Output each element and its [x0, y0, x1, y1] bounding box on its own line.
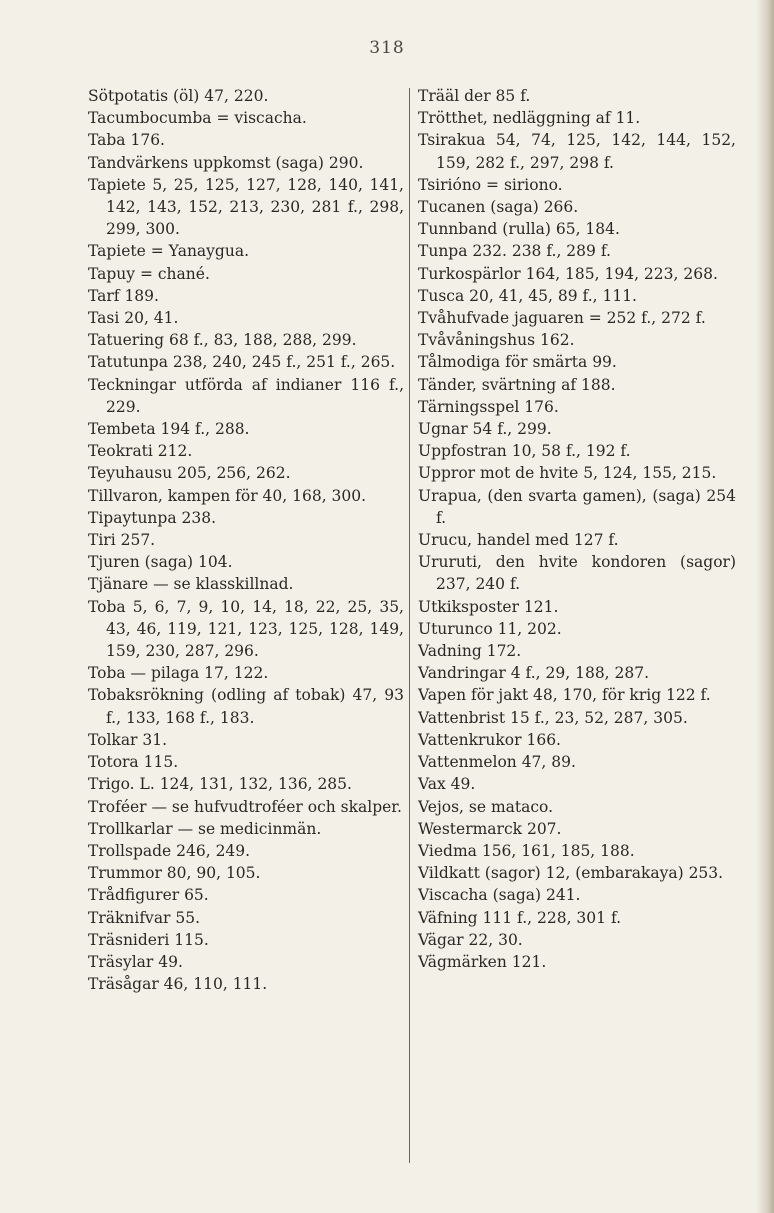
index-entry: Tatutunpa 238, 240, 245 f., 251 f., 265. [88, 353, 396, 372]
index-entry: Tapuy = chané. [88, 264, 210, 283]
index-entry: Vattenmelon 47, 89. [418, 753, 576, 772]
index-entry: Vattenbrist 15 f., 23, 52, 287, 305. [418, 708, 688, 727]
index-entry: Vax 49. [418, 775, 476, 794]
index-entry: Tapiete = Yanaygua. [88, 242, 249, 261]
index-entry: Vandringar 4 f., 29, 188, 287. [418, 664, 650, 683]
index-entry: Tunnband (rulla) 65, 184. [418, 220, 620, 239]
index-entry: Teokrati 212. [88, 442, 193, 461]
index-entry: Ugnar 54 f., 299. [418, 420, 552, 439]
index-entry: Träsågar 46, 110, 111. [88, 975, 268, 994]
index-entry: Tvåvåningshus 162. [418, 331, 575, 350]
index-entry: Uppfostran 10, 58 f., 192 f. [418, 442, 631, 461]
index-entry: Uturunco 11, 202. [418, 619, 562, 638]
index-entry: Totora 115. [88, 753, 179, 772]
index-entry: Tålmodiga för smärta 99. [418, 353, 617, 372]
index-entry: Sötpotatis (öl) 47, 220. [88, 87, 269, 105]
index-entry: Tänder, svärtning af 188. [418, 375, 616, 394]
index-entry: Trummor 80, 90, 105. [88, 864, 261, 883]
index-entry: Tasi 20, 41. [88, 309, 179, 328]
index-entry: Tjuren (saga) 104. [88, 553, 233, 572]
index-entry: Vägar 22, 30. [418, 930, 523, 949]
index-entry: Taba 176. [88, 131, 165, 150]
index-entry: Tsirakua 54, 74, 125, 142, 144, 152, 159, 282 f., 297, 298 f. [418, 131, 736, 172]
index-entry: Tucanen (saga) 266. [418, 198, 579, 217]
index-entry: Westermarck 207. [418, 819, 562, 838]
index-entry: Urapua, (den svarta gamen), (saga) 254 f. [418, 486, 736, 527]
index-entry: Toba 5, 6, 7, 9, 10, 14, 18, 22, 25, 35, 43, 46, 119, 121, 123, 125, 128, 149, 159, 230, 287, 296. [88, 597, 404, 661]
index-entry: Träsylar 49. [88, 952, 183, 971]
index-entry: Toba — pilaga 17, 122. [88, 664, 269, 683]
index-entry: Träsnideri 115. [88, 930, 209, 949]
column-divider [409, 88, 410, 1163]
index-entry: Vejos, se mataco. [418, 797, 554, 816]
index-entry: Tandvärkens uppkomst (saga) 290. [88, 153, 364, 172]
index-entry: Tobaksrökning (odling af tobak) 47, 93 f., 133, 168 f., 183. [88, 686, 404, 727]
index-entry: Teyuhausu 205, 256, 262. [88, 464, 291, 483]
index-entry: Trötthet, nedläggning af 11. [418, 109, 641, 128]
index-entry: Tvåhufvade jaguaren = 252 f., 272 f. [418, 309, 706, 328]
index-entry: Tipaytunpa 238. [88, 508, 217, 527]
index-column-left [88, 85, 404, 995]
index-entry: Tapiete 5, 25, 125, 127, 128, 140, 141, 142, 143, 152, 213, 230, 281 f., 298, 299, 300. [88, 175, 404, 239]
index-entry: Vapen för jakt 48, 170, för krig 122 f. [418, 686, 711, 705]
index-entry: Vadning 172. [418, 642, 522, 661]
index-entry: Trollkarlar — se medicinmän. [88, 819, 322, 838]
index-entry: Trigo. L. 124, 131, 132, 136, 285. [88, 775, 352, 794]
page-edge-shadow [756, 0, 774, 1213]
index-entry: Vägmärken 121. [418, 952, 547, 971]
index-entry: Uppror mot de hvite 5, 124, 155, 215. [418, 464, 717, 483]
index-entry: Viedma 156, 161, 185, 188. [418, 841, 635, 860]
index-entry: Träknifvar 55. [88, 908, 201, 927]
index-entry: Ururuti, den hvite kondoren (sagor) 237, 240 f. [418, 553, 736, 594]
index-entry: Tarf 189. [88, 286, 159, 305]
index-entry: Tusca 20, 41, 45, 89 f., 111. [418, 286, 637, 305]
index-entry: Vildkatt (sagor) 12, (embarakaya) 253. [418, 864, 724, 883]
index-entry: Tatuering 68 f., 83, 188, 288, 299. [88, 331, 357, 350]
index-entry: Utkiksposter 121. [418, 597, 559, 616]
index-entry: Tillvaron, kampen för 40, 168, 300. [88, 486, 367, 505]
index-entry: Trollspade 246, 249. [88, 841, 251, 860]
index-entry: Trääl der 85 f. [418, 87, 531, 105]
index-entry: Tacumbocumba = viscacha. [88, 109, 307, 128]
index-entry: Teckningar utförda af indianer 116 f., 229. [88, 375, 404, 416]
index-entry: Tembeta 194 f., 288. [88, 420, 250, 439]
index-entry: Tsirióno = siriono. [418, 175, 563, 194]
index-entry: Tunpa 232. 238 f., 289 f. [418, 242, 611, 261]
page-number: 318 [369, 38, 405, 58]
index-entry: Tiri 257. [88, 531, 156, 550]
index-entry: Tolkar 31. [88, 730, 168, 749]
index-entry: Vattenkrukor 166. [418, 730, 561, 749]
index-entry: Viscacha (saga) 241. [418, 886, 581, 905]
index-entry: Turkospärlor 164, 185, 194, 223, 268. [418, 264, 718, 283]
index-entry: Urucu, handel med 127 f. [418, 531, 619, 550]
index-entry: Troféer — se hufvudtroféer och skalper. [88, 797, 402, 816]
index-entry: Trådfigurer 65. [88, 886, 209, 905]
index-entry: Väfning 111 f., 228, 301 f. [418, 908, 622, 927]
index-column-right [418, 85, 736, 973]
index-entry: Tjänare — se klasskillnad. [88, 575, 294, 594]
index-entry: Tärningsspel 176. [418, 397, 559, 416]
